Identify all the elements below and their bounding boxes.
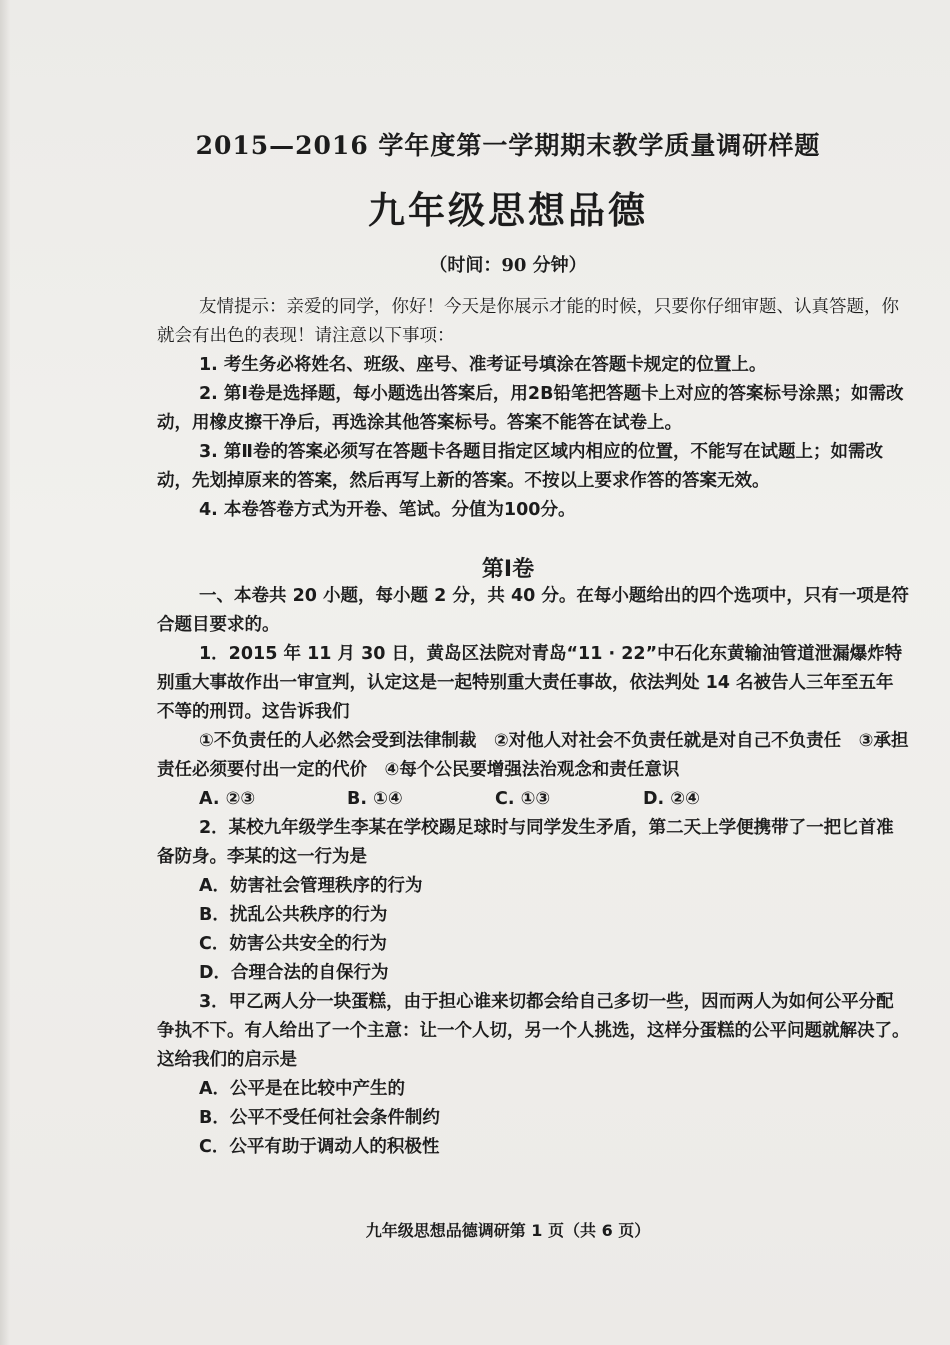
option: B. ①④: [347, 789, 403, 809]
option: B．扰乱公共秩序的行为: [199, 905, 388, 925]
question-statements: ①不负责任的人必然会受到法律制裁 ②对他人对社会不负责任就是对自己不负责任 ③承担责任必须要付出一定的代价 ④每个公民要增强法治观念和责任意识: [157, 731, 909, 780]
time-limit: （时间：90 分钟）: [429, 255, 587, 276]
notice-item: 4. 本卷答卷方式为开卷、笔试。分值为100分。: [199, 500, 576, 520]
option: C．妨害公共安全的行为: [199, 934, 387, 954]
option: B．公平不受任何社会条件制约: [199, 1108, 440, 1128]
option: C．公平有助于调动人的积极性: [199, 1137, 440, 1157]
option: D．合理合法的自保行为: [199, 963, 389, 983]
option: A. ②③: [199, 789, 256, 809]
section-instruction: 一、本卷共 20 小题，每小题 2 分，共 40 分。在每小题给出的四个选项中，只有一项是符合题目要求的。: [157, 586, 909, 635]
section-title: 第Ⅰ卷: [481, 557, 535, 582]
notice-intro: 友情提示：亲爱的同学，你好！今天是你展示才能的时候，只要你仔细审题、认真答题，你就会有出色的表现！请注意以下事项：: [157, 297, 899, 346]
exam-title: 2015—2016 学年度第一学期期末教学质量调研样题: [195, 131, 821, 160]
notice-item: 1. 考生务必将姓名、班级、座号、准考证号填涂在答题卡规定的位置上。: [199, 355, 767, 375]
question-stem: 3．甲乙两人分一块蛋糕，由于担心谁来切都会给自己多切一些，因而两人为如何公平分配争执不下。有人给出了一个主意：让一个人切，另一个人挑选，这样分蛋糕的公平问题就解决了。这给我们的启示是: [157, 992, 910, 1070]
section-body: [157, 582, 910, 1162]
question-stem: 1．2015 年 11 月 30 日，黄岛区法院对青岛“11 · 22”中石化东黄输油管道泄漏爆炸特别重大事故作出一审宣判，认定这是一起特别重大责任事故，依法判处 14 名被告人三年至五年不等的刑罚。这告诉我们: [157, 644, 903, 722]
question-options: [157, 785, 910, 814]
scan-edge: [0, 0, 10, 1345]
question-stem: 2．某校九年级学生李某在学校踢足球时与同学发生矛盾，第二天上学便携带了一把匕首准备防身。李某的这一行为是: [157, 818, 894, 867]
option: D. ②④: [643, 789, 700, 809]
notice-item: 3. 第Ⅱ卷的答案必须写在答题卡各题目指定区域内相应的位置，不能写在试题上；如需改动，先划掉原来的答案，然后再写上新的答案。不按以上要求作答的答案无效。: [157, 442, 883, 491]
notice-block: [157, 293, 910, 525]
option: A．妨害社会管理秩序的行为: [199, 876, 423, 896]
subject-title: 九年级思想品德: [368, 188, 648, 232]
notice-item: 2. 第Ⅰ卷是选择题，每小题选出答案后，用2B铅笔把答题卡上对应的答案标号涂黑；如需改动，用橡皮擦干净后，再选涂其他答案标号。答案不能答在试卷上。: [157, 384, 904, 433]
option: A．公平是在比较中产生的: [199, 1079, 406, 1099]
option: C. ①③: [495, 789, 551, 809]
page-footer: 九年级思想品德调研第 1 页（共 6 页）: [365, 1221, 651, 1240]
